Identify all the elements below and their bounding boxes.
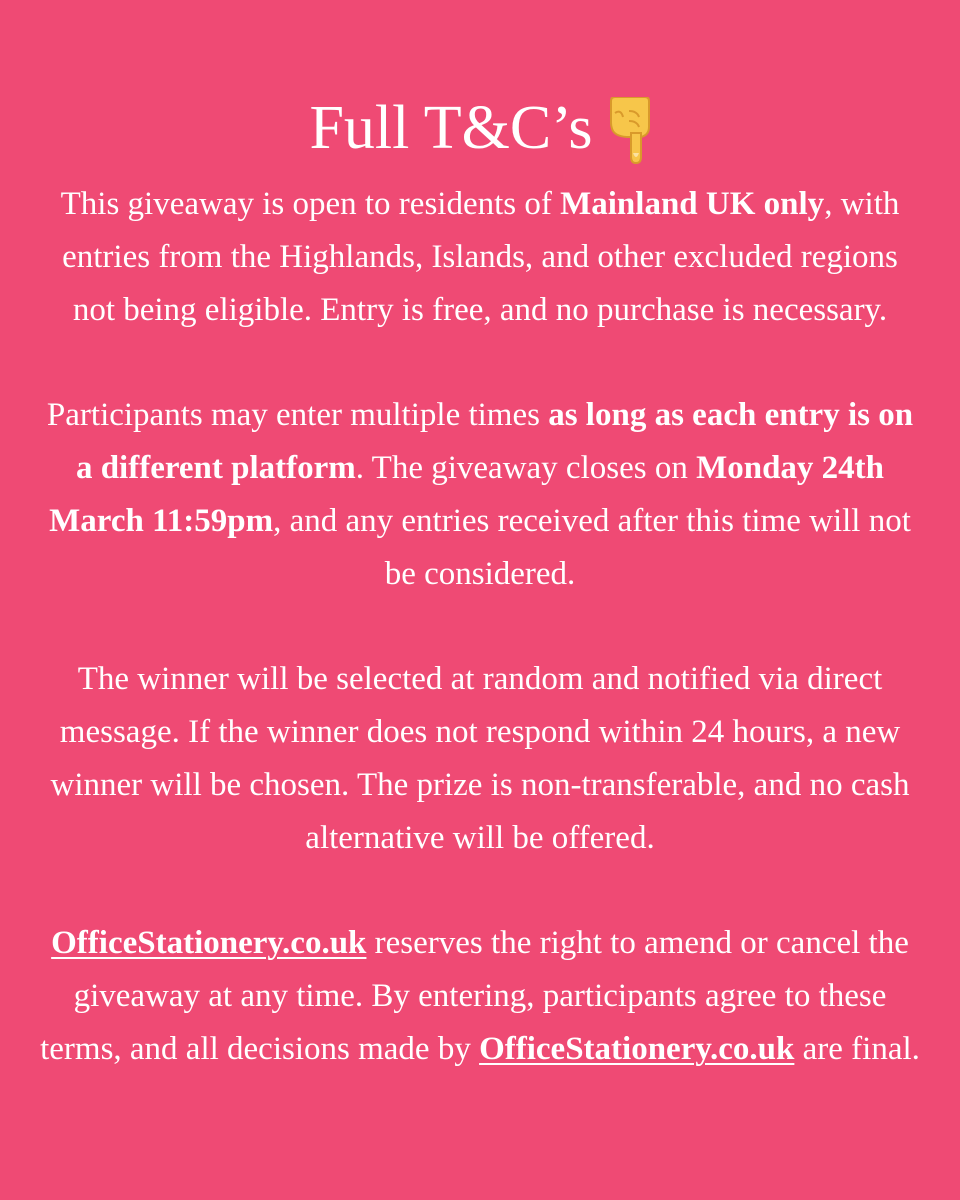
paragraph-entries <box>40 389 920 601</box>
paragraph-rights <box>40 917 920 1076</box>
paragraph-eligibility <box>40 178 920 337</box>
pointing-down-hand-icon <box>607 97 651 165</box>
p1-text-2: , with entries from the Highlands, Islands, and other excluded regions not being eligible. Entry is free, and no purchase is necessary. <box>62 186 900 328</box>
p2-text-1: Participants may enter multiple times <box>46 397 549 433</box>
p3-text-1: The winner will be selected at random and notified via direct message. If the winner does not respond within 24 hours, a new winner will be chosen. The prize is non-transferable, and no cash alternative will be offered. <box>50 661 910 856</box>
header <box>0 88 960 168</box>
p2-bold-platform: as long as each entry is on a different platform <box>75 397 914 486</box>
p2-text-3: , and any entries received after this time will not be considered. <box>273 503 911 592</box>
terms-body <box>40 178 920 1076</box>
p1-bold-region: Mainland UK only <box>560 186 825 222</box>
page-title: Full T&C’s <box>309 94 593 162</box>
officestationery-link-2[interactable]: OfficeStationery.co.uk <box>479 1031 795 1067</box>
officestationery-link-1[interactable]: OfficeStationery.co.uk <box>51 925 367 961</box>
p1-text-1: This giveaway is open to residents of <box>60 186 561 222</box>
paragraph-winner <box>40 653 920 865</box>
p2-text-2: . The giveaway closes on <box>355 450 697 486</box>
pointing-down-hand-graphic <box>607 97 651 165</box>
p4-text-2: are final. <box>794 1031 920 1067</box>
p4-text-1: reserves the right to amend or cancel the giveaway at any time. By entering, participants agree to these terms, and all decisions made by <box>40 925 909 1067</box>
p2-bold-deadline: Monday 24th March 11:59pm <box>49 450 885 539</box>
